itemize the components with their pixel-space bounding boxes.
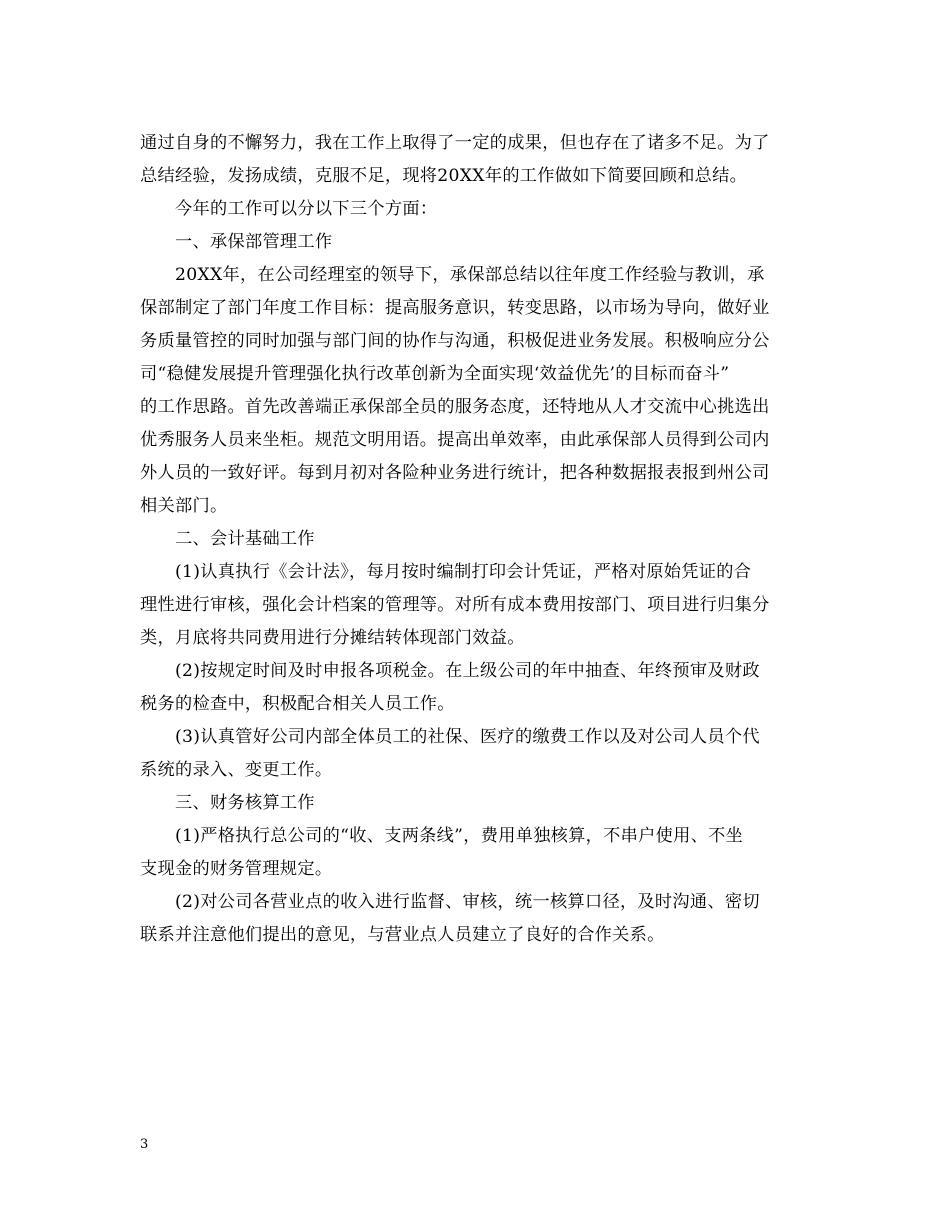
text-line: 20XX年，在公司经理室的领导下，承保部总结以往年度工作经验与教训，承 (175, 265, 765, 285)
text-line: 优秀服务人员来坐柜。规范文明用语。提高出单效率，由此承保部人员得到公司内 (140, 430, 770, 450)
text-line: 三、财务核算工作 (175, 793, 315, 813)
text-line: 总结经验，发扬成绩，克服不足，现将20XX年的工作做如下简要回顾和总结。 (140, 166, 748, 186)
text-line: 支现金的财务管理规定。 (140, 859, 333, 879)
text-line: 保部制定了部门年度工作目标：提高服务意识，转变思路，以市场为导向，做好业 (140, 298, 770, 318)
text-line: 相关部门。 (140, 496, 228, 516)
text-line: 司“稳健发展提升管理强化执行改革创新为全面实现‘效益优先’的目标而奋斗” (140, 364, 730, 384)
text-line: 系统的录入、变更工作。 (140, 760, 333, 780)
text-line: 二、会计基础工作 (175, 529, 315, 549)
text-line: (2)对公司各营业点的收入进行监督、审核，统一核算口径，及时沟通、密切 (175, 892, 760, 912)
body-text (140, 127, 812, 952)
text-line: 税务的检查中，积极配合相关人员工作。 (140, 694, 455, 714)
text-line: (1)认真执行《会计法》，每月按时编制打印会计凭证，严格对原始凭证的合 (175, 562, 752, 582)
text-line: 的工作思路。首先改善端正承保部全员的服务态度，还特地从人才交流中心挑选出 (140, 397, 770, 417)
text-line: 一、承保部管理工作 (175, 232, 333, 252)
text-line: 类，月底将共同费用进行分摊结转体现部门效益。 (140, 628, 525, 648)
text-line: 通过自身的不懈努力，我在工作上取得了一定的成果，但也存在了诸多不足。为了 (140, 133, 770, 153)
text-line: (3)认真管好公司内部全体员工的社保、医疗的缴费工作以及对公司人员个代 (175, 727, 760, 747)
page-number: 3 (140, 1137, 149, 1152)
text-line: (1)严格执行总公司的“收、支两条线”，费用单独核算，不串户使用、不坐 (175, 826, 744, 846)
text-line: 联系并注意他们提出的意见，与营业点人员建立了良好的合作关系。 (140, 925, 665, 945)
text-line: 理性进行审核，强化会计档案的管理等。对所有成本费用按部门、项目进行归集分 (140, 595, 770, 615)
text-line: 务质量管控的同时加强与部门间的协作与沟通，积极促进业务发展。积极响应分公 (140, 331, 770, 351)
text-line: 今年的工作可以分以下三个方面： (175, 199, 438, 219)
text-line: 外人员的一致好评。每到月初对各险种业务进行统计，把各种数据报表报到州公司 (140, 463, 770, 483)
text-line: (2)按规定时间及时申报各项税金。在上级公司的年中抽查、年终预审及财政 (175, 661, 760, 681)
